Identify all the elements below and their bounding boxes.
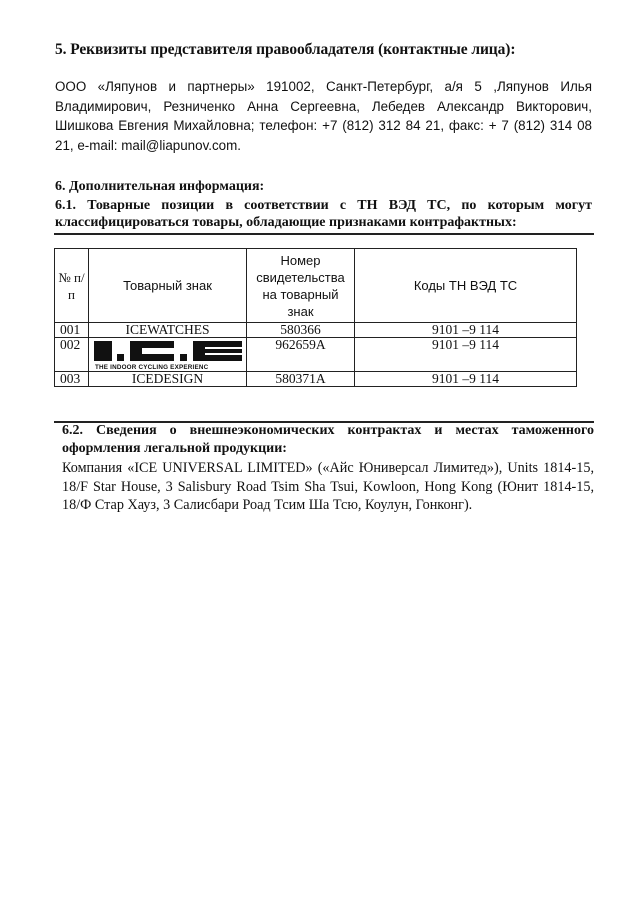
table-row (55, 372, 577, 387)
section-5-heading: 5. Реквизиты представителя правообладателя (контактные лица): (55, 41, 516, 58)
row-codes: 9101 –9 114 (355, 323, 577, 338)
row-codes: 9101 –9 114 (355, 372, 577, 387)
trademark-table (54, 248, 577, 387)
col-header-trademark: Товарный знак (89, 249, 247, 323)
contacts-text-part1: ООО «Ляпунов и партнеры» 191002, Санкт-Петербург, а/я 5 ,Ляпунов Илья Владимирович, Резниченко Анна Сергеевна, Лебедев Александр Викторович, (55, 79, 592, 114)
table-row (55, 338, 577, 372)
table-header-row (55, 249, 577, 323)
logo-tagline: THE INDOOR CYCLING EXPERIENC (94, 363, 208, 371)
section-6-1-heading: 6.1. Товарные позиции в соответствии с ТН ВЭД ТС, по которым могут классифицироваться товары, обладающие признаками контрафактных: (55, 198, 592, 230)
company-details: Компания «ICE UNIVERSAL LIMITED» («Айс Юниверсал Лимитед»), Units 1814-15, 18/F Star House, 3 Salisbury Road Tsim Sha Tsui, Kowloon, Hong Kong (Юнит 1814-15, 18/Ф Стар Хауз, 3 Салисбари Роад Тсим Ша Тсю, Коулун, Гонконг). (62, 460, 594, 513)
row-trademark: ICEWATCHES (89, 323, 247, 338)
section-6-2-heading: 6.2. Сведения о внешнеэкономических контрактах и местах таможенного оформления легальной продукции: (62, 423, 594, 456)
col-header-codes: Коды ТН ВЭД ТС (355, 249, 577, 323)
row-certificate: 962659A (247, 338, 355, 372)
row-certificate: 580366 (247, 323, 355, 338)
section-6-heading: 6. Дополнительная информация: (55, 179, 265, 194)
row-trademark-logo (89, 338, 247, 372)
representative-contacts (55, 77, 592, 155)
row-number: 002 (55, 338, 89, 372)
row-trademark: ICEDESIGN (89, 372, 247, 387)
table-row (55, 323, 577, 338)
ice-logo-image (92, 339, 244, 371)
divider-line (54, 233, 594, 235)
row-codes: 9101 –9 114 (355, 338, 577, 372)
col-header-number: № п/п (55, 249, 89, 323)
col-header-certificate: Номер свидетельства на товарный знак (247, 249, 355, 323)
row-certificate: 580371A (247, 372, 355, 387)
row-number: 003 (55, 372, 89, 387)
row-number: 001 (55, 323, 89, 338)
contacts-text-part2: Шишкова Евгения Михайловна; телефон: +7 (812) 312 84 21, факс: + 7 (812) 314 08 21, e-mail: mail@liapunov.com. (55, 118, 592, 153)
